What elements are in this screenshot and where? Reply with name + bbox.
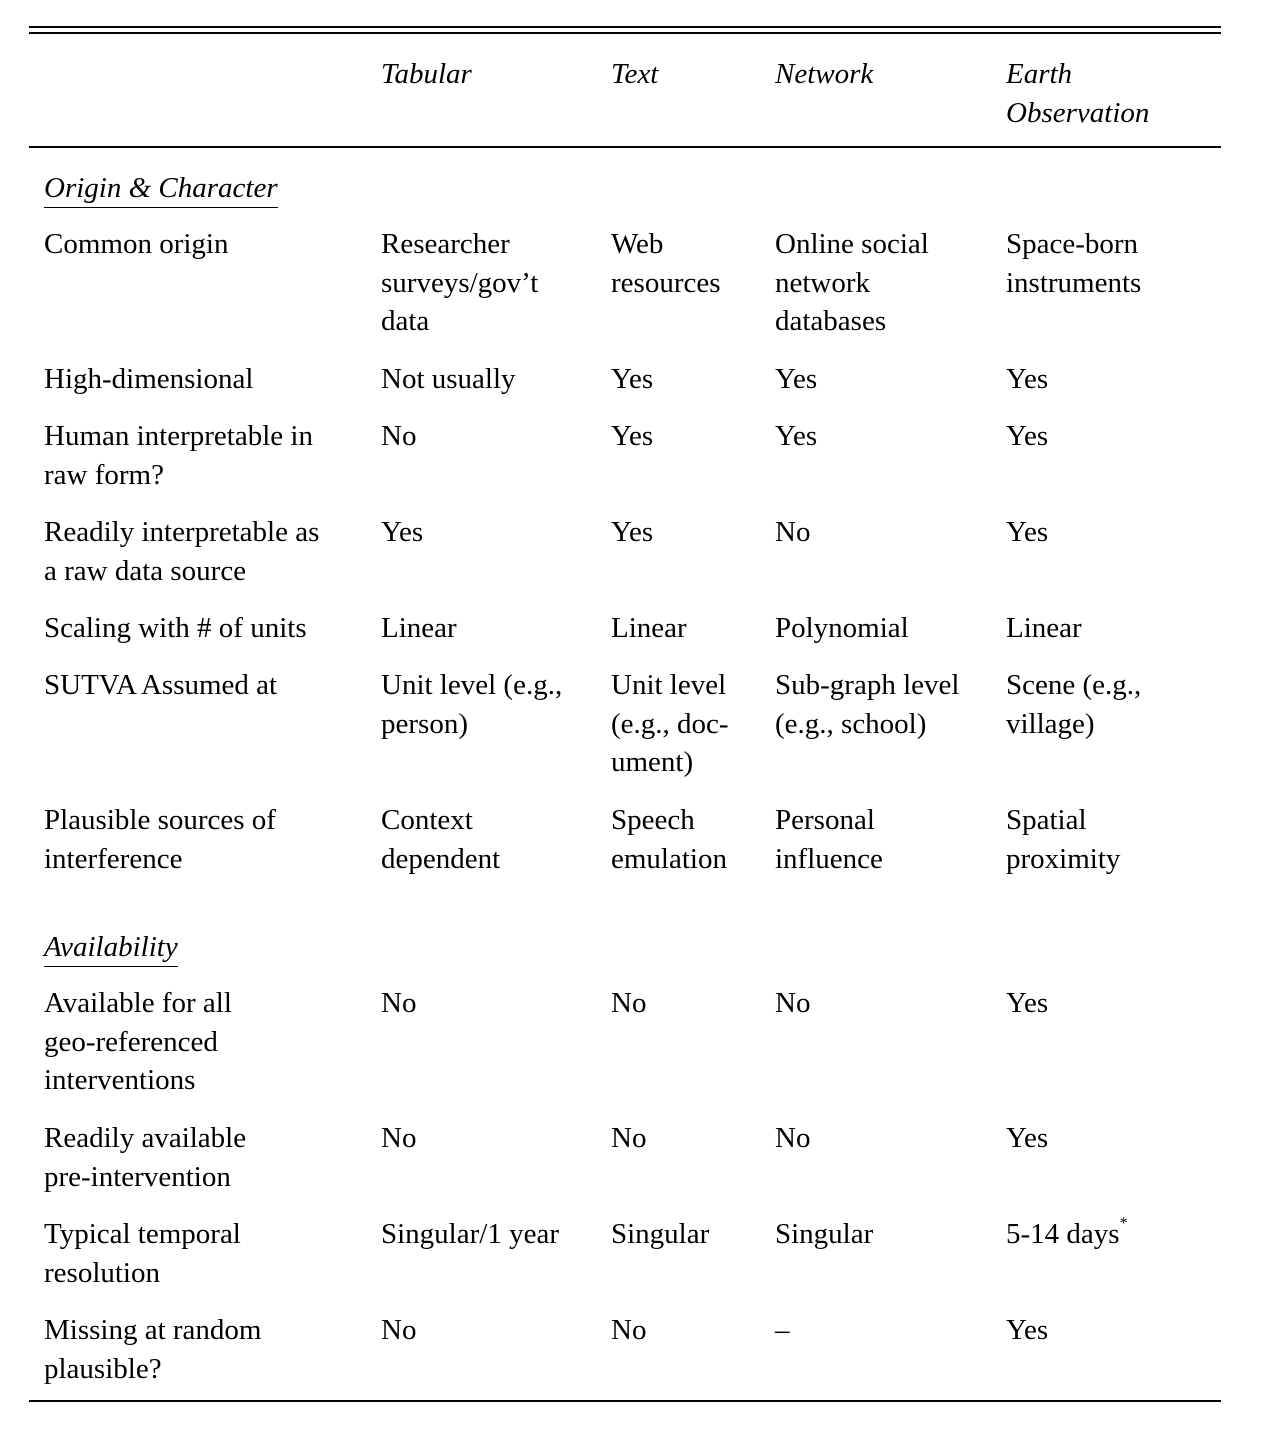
cell-tabular: Singular/1 year — [381, 1218, 559, 1250]
cell-text: Speech emulation — [611, 804, 727, 875]
cell-tabular: Researcher surveys/gov’t data — [381, 228, 539, 337]
cell-text: Singular — [611, 1218, 710, 1250]
cell-text: No — [611, 1122, 647, 1154]
cell-text: Web resources — [611, 228, 721, 299]
cell-network: Yes — [775, 420, 818, 452]
cell-tabular: Linear — [381, 612, 457, 644]
row-label-high-dimensional: High-dimensional — [44, 363, 254, 395]
row-label-common-origin: Common origin — [44, 228, 229, 260]
cell-tabular: No — [381, 420, 417, 452]
cell-network: No — [775, 987, 811, 1019]
cell-text: No — [611, 1314, 647, 1346]
cell-earth-observation: Scene (e.g., village) — [1006, 669, 1142, 740]
header-text: Text — [611, 58, 659, 90]
section-availability: Availability — [44, 929, 178, 967]
cell-network: Polynomial — [775, 612, 909, 644]
cell-network: Sub-graph level (e.g., school) — [775, 669, 960, 740]
header-network: Network — [775, 58, 874, 90]
cell-network: No — [775, 516, 811, 548]
cell-tabular: No — [381, 1314, 417, 1346]
cell-network: Personal influence — [775, 804, 883, 875]
cell-network: Online social network databases — [775, 228, 929, 337]
cell-earth-observation: Yes — [1006, 1122, 1049, 1154]
table-top-rule — [29, 26, 1221, 28]
cell-earth-observation: Space-born instruments — [1006, 228, 1142, 299]
header-earth-observation: Earth Observation — [1006, 58, 1150, 129]
header-rule — [29, 146, 1221, 148]
cell-text: Unit level (e.g., doc- ument) — [611, 669, 729, 778]
cell-text: No — [611, 987, 647, 1019]
row-label-scaling: Scaling with # of units — [44, 612, 307, 644]
cell-text: Linear — [611, 612, 687, 644]
cell-earth-observation — [1006, 1215, 1216, 1254]
section-origin-character: Origin & Character — [44, 170, 278, 208]
cell-tabular: Not usually — [381, 363, 516, 395]
table-top-rule-inner — [29, 32, 1221, 34]
row-label-available-all: Available for all geo-referenced interventions — [44, 987, 232, 1096]
cell-earth-observation: Linear — [1006, 612, 1082, 644]
cell-earth-observation: Yes — [1006, 987, 1049, 1019]
footnote-mark: * — [1119, 1215, 1128, 1233]
cell-earth-observation: Yes — [1006, 420, 1049, 452]
cell-network: – — [775, 1314, 790, 1346]
eo-temporal-value: 5-14 days — [1006, 1218, 1120, 1250]
row-label-sutva: SUTVA Assumed at — [44, 669, 278, 701]
cell-text: Yes — [611, 363, 654, 395]
row-label-temporal-resolution: Typical temporal resolution — [44, 1218, 241, 1289]
row-label-missing-at-random: Missing at random plausible? — [44, 1314, 262, 1385]
cell-tabular: Unit level (e.g., person) — [381, 669, 563, 740]
cell-tabular: Context dependent — [381, 804, 501, 875]
cell-earth-observation: Yes — [1006, 516, 1049, 548]
cell-network: Yes — [775, 363, 818, 395]
cell-tabular: No — [381, 987, 417, 1019]
cell-earth-observation: Yes — [1006, 363, 1049, 395]
cell-network: Singular — [775, 1218, 874, 1250]
cell-tabular: Yes — [381, 516, 424, 548]
header-tabular: Tabular — [381, 58, 472, 90]
cell-text: Yes — [611, 516, 654, 548]
row-label-pre-intervention: Readily available pre-intervention — [44, 1122, 247, 1193]
cell-tabular: No — [381, 1122, 417, 1154]
table-bottom-rule — [29, 1400, 1221, 1402]
row-label-human-interpretable: Human interpretable in raw form? — [44, 420, 313, 491]
row-label-readily-interpretable: Readily interpretable as a raw data source — [44, 516, 320, 587]
cell-earth-observation: Yes — [1006, 1314, 1049, 1346]
row-label-interference: Plausible sources of interference — [44, 804, 276, 875]
cell-network: No — [775, 1122, 811, 1154]
cell-text: Yes — [611, 420, 654, 452]
cell-earth-observation: Spatial proximity — [1006, 804, 1121, 875]
